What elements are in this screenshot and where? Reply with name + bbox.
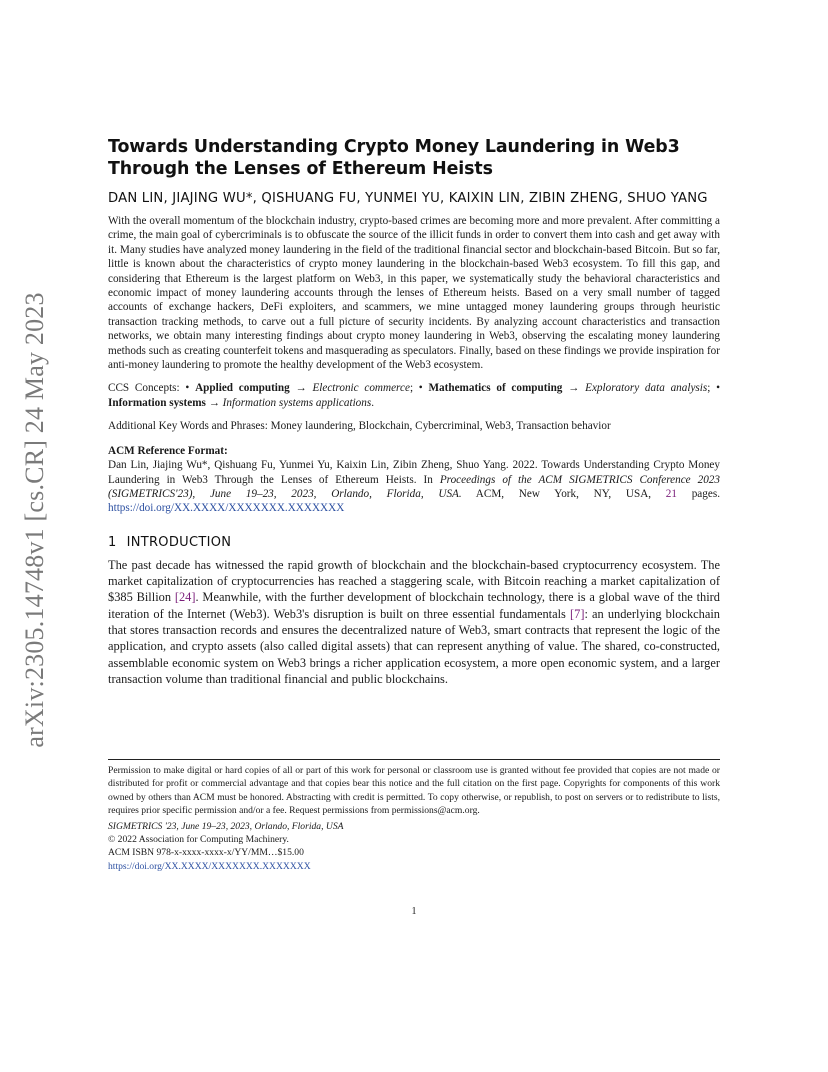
ccs-end: . [371, 396, 375, 409]
intro-text: The past decade has witnessed the rapid growth of blockchain and the blockchain-based cryptocurrency ecosystem. The market capitalization of cryptocurrencies has reached a staggering scale, with Bitcoin reaching a market capitalization of $385 Billion [108, 557, 720, 605]
ccs-separator: ; • [707, 382, 721, 395]
author-list: DAN LIN, JIAJING WU*, QISHUANG FU, YUNMEI YU, KAIXIN LIN, ZIBIN ZHENG, SHUO YANG [108, 191, 708, 206]
ccs-sub-2: Exploratory data analysis [585, 382, 708, 395]
reference-text: Dan Lin, Jiajing Wu*, Qishuang Fu, Yunmei Yu, Kaixin Lin, Zibin Zheng, Shuo Yang. 2022. Towards Understanding Crypto Money Laundering in Web3 Through the Lenses of Ethereum Heists. In [108, 459, 720, 486]
paper-body [108, 136, 720, 687]
ccs-arrow: → [289, 382, 313, 395]
section-number: 1 [108, 534, 117, 550]
page-count-link[interactable]: 21 [665, 487, 677, 500]
ccs-arrow: → [562, 382, 586, 395]
keywords: Additional Key Words and Phrases: Money laundering, Blockchain, Cybercriminal, Web3, Transaction behavior [108, 420, 611, 433]
section-title: INTRODUCTION [126, 534, 232, 550]
reference-text: ACM, New York, NY, USA, [461, 487, 666, 500]
intro-text: . Meanwhile, with the further development of blockchain technology, there is a global wave of the third iteration of the Internet (Web3). Web3's disruption is built on three essential fundamentals [108, 590, 721, 621]
arxiv-stamp-text: arXiv:2305.14748v1 [cs.CR] 24 May 2023 [20, 292, 49, 748]
venue-line: SIGMETRICS '23, June 19–23, 2023, Orlando, Florida, USA [108, 820, 344, 832]
section-heading [108, 535, 720, 551]
ccs-arrow: → [205, 396, 223, 409]
citation-link[interactable]: [7] [570, 606, 585, 621]
intro-text: : an underlying blockchain that stores transaction records and ensures the decentralized nature of Web3, smart contracts that represent the logic of the application, and crypto assets (also called digital assets) that can represent anything of value. The shared, co-constructed, assemblable economic system on Web3 brings a richer application ecosystem, a more open economic system, and a larger transaction volume than traditional financial and public blockchains. [108, 606, 720, 686]
ccs-separator: ; • [409, 382, 429, 395]
doi-link[interactable]: https://doi.org/XX.XXXX/XXXXXXX.XXXXXXX [108, 502, 345, 515]
permission-notice: Permission to make digital or hard copies of all or part of this work for personal or classroom use is granted without fee provided that copies are not made or distributed for profit or commercial advantage and that copies bear this notice and the full citation on the first page. Copyrights for components of this work owned by others than ACM must be honored. Abstracting with credit is permitted. To copy otherwise, or republish, to post on servers or to redistribute to lists, requires prior specific permission and/or a fee. Request permissions from permissions@acm.org. [108, 765, 720, 817]
footnote-block [108, 759, 720, 873]
ccs-concept-1: Applied computing [195, 382, 290, 395]
ccs-concept-3: Information systems [108, 396, 206, 409]
copyright-line: © 2022 Association for Computing Machinery. [108, 834, 289, 846]
isbn-line: ACM ISBN 978-x-xxxx-xxxx-x/YY/MM…$15.00 [108, 847, 304, 859]
reference-format [108, 458, 720, 516]
page-number: 1 [411, 906, 417, 917]
ccs-concepts [108, 381, 720, 410]
reference-heading: ACM Reference Format: [108, 444, 228, 457]
reference-venue: Proceedings of the ACM SIGMETRICS Conference 2023 (SIGMETRICS'23), June 19–23, 2023, Orlando, Florida, USA. [108, 473, 720, 500]
ccs-prefix: CCS Concepts: • [108, 382, 196, 395]
reference-text: pages. [676, 487, 720, 500]
abstract: With the overall momentum of the blockchain industry, crypto-based crimes are becoming more and more prevalent. After committing a crime, the main goal of cybercriminals is to obfuscate the source of the illicit funds in order to convert them into cash and get away with it. Many studies have analyzed money laundering in the field of the traditional financial sector and blockchain-based Bitcoin. But so far, little is known about the characteristics of crypto money laundering in the blockchain-based Web3 ecosystem. To fill this gap, and considering that Ethereum is the largest platform on Web3, in this paper, we systematically study the behavioral characteristics and economic impact of money laundering accounts through the lenses of Ethereum heists. Based on a very small number of tagged accounts of exchange hackers, DeFi exploiters, and scammers, we mine untagged money laundering groups through heuristic transaction tracking methods, to carve out a full picture of security incidents. By analyzing account characteristics and transaction networks, we obtain many interesting findings about crypto money laundering in Web3, observing the escalating money laundering methods such as creating counterfeit tokens and masquerading as speculators. Finally, based on these findings we provide inspiration for anti-money laundering to promote the healthy development of the Web3 ecosystem. [108, 215, 720, 372]
ccs-sub-1: Electronic commerce [312, 382, 410, 395]
citation-link[interactable]: [24] [174, 590, 196, 605]
arxiv-stamp [18, 280, 52, 760]
ccs-concept-2: Mathematics of computing [428, 382, 563, 395]
ccs-sub-3: Information systems applications [222, 396, 372, 409]
footer-doi-link[interactable]: https://doi.org/XX.XXXX/XXXXXXX.XXXXXXX [108, 860, 311, 872]
paper-title: Towards Understanding Crypto Money Laundering in Web3 Through the Lenses of Ethereum Heists [108, 137, 680, 179]
introduction-paragraph [108, 557, 720, 687]
